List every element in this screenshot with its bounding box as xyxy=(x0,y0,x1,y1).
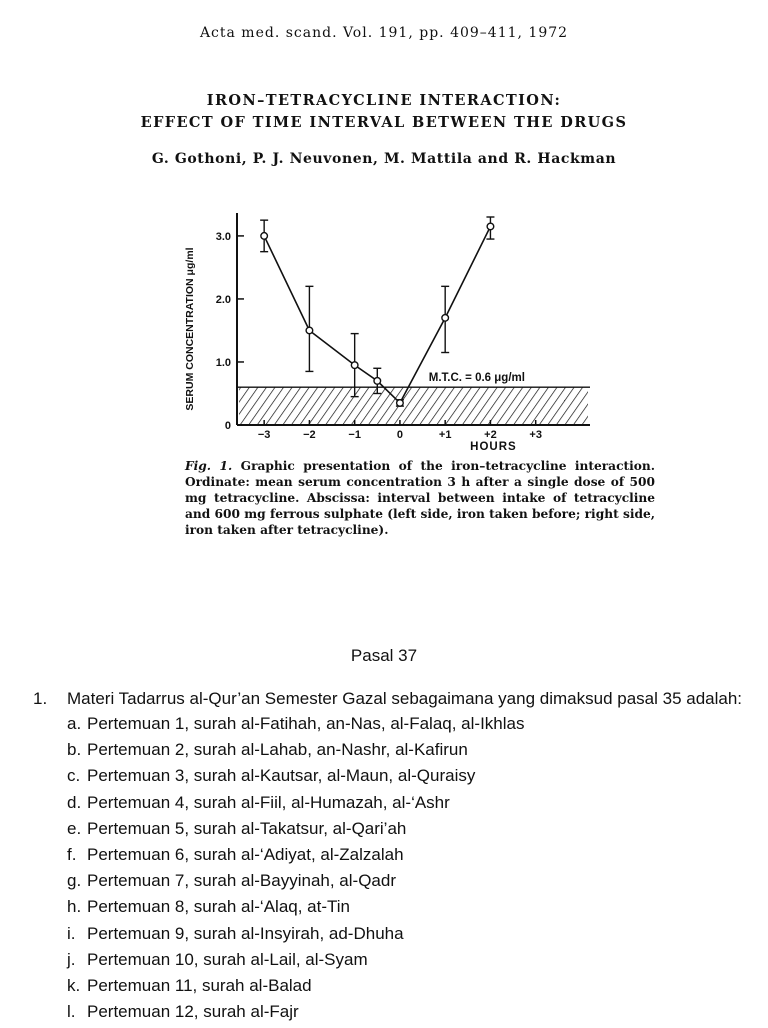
section-heading: Pasal 37 xyxy=(350,646,418,665)
concentration-chart xyxy=(180,205,600,455)
y-tick-label: 2.0 xyxy=(215,293,231,306)
list-item-text: Pertemuan 2, surah al-Lahab, an-Nashr, al-Kafirun xyxy=(87,740,468,760)
list-item xyxy=(67,976,524,1002)
list-intro xyxy=(33,689,742,709)
list-item-text: Pertemuan 10, surah al-Lail, al-Syam xyxy=(87,949,368,969)
list-item-text: Pertemuan 6, surah al-‘Adiyat, al-Zalzalah xyxy=(87,844,404,864)
figure-label: Fig. 1. xyxy=(185,459,233,473)
y-tick-label: 3.0 xyxy=(215,230,231,243)
data-point xyxy=(374,378,381,385)
list-item-letter: k. xyxy=(67,975,81,995)
list-item xyxy=(67,1002,524,1028)
y-axis-label: SERUM CONCENTRATION μg/ml xyxy=(184,247,196,411)
x-tick-label: +2 xyxy=(484,429,497,441)
article-title-line-1: IRON–TETRACYCLINE INTERACTION: xyxy=(206,92,562,109)
list-item xyxy=(67,740,524,766)
y-tick-label: 1.0 xyxy=(215,356,231,369)
data-point xyxy=(487,223,494,230)
list-item-letter: b. xyxy=(67,740,82,760)
list-item xyxy=(67,845,524,871)
x-tick-label: +1 xyxy=(438,429,452,441)
list-intro-number: 1. xyxy=(33,689,48,708)
data-point xyxy=(397,400,404,407)
list-item xyxy=(67,897,524,923)
list-item-letter: e. xyxy=(67,818,82,838)
list-item-letter: i. xyxy=(67,923,76,943)
list-item-text: Pertemuan 1, surah al-Fatihah, an-Nas, al-Falaq, al-Ikhlas xyxy=(87,714,525,733)
figure-caption-text: Graphic presentation of the iron–tetracycline interaction. Ordinate: mean serum concentration 3 h after a single dose of 500 mg tetracycline. Abscissa: interval between intake of tetracycline and 600 mg ferrous sulphate (left side, iron taken before; right side, iron taken after tetracycline). xyxy=(185,459,655,537)
y-tick-label: 0 xyxy=(224,420,231,432)
journal-citation: Acta med. scand. Vol. 191, pp. 409–411, 1972 xyxy=(199,25,569,41)
list-item-letter: a. xyxy=(67,714,82,733)
figure-caption xyxy=(185,458,655,538)
list-item-letter: l. xyxy=(67,1002,76,1022)
list-item-text: Pertemuan 9, surah al-Insyirah, ad-Dhuha xyxy=(87,923,404,943)
list-item-text: Pertemuan 7, surah al-Bayyinah, al-Qadr xyxy=(87,871,396,891)
list-item-text: Pertemuan 8, surah al-‘Alaq, at-Tin xyxy=(87,897,350,917)
list-item xyxy=(67,819,524,845)
list-intro-text: Materi Tadarrus al-Qur’an Semester Gazal sebagaimana yang dimaksud pasal 35 adalah: xyxy=(67,689,743,708)
list-item-text: Pertemuan 4, surah al-Fiil, al-Humazah, al-‘Ashr xyxy=(87,792,450,812)
x-axis-label: HOURS xyxy=(470,441,517,453)
list-item-letter: j. xyxy=(67,949,76,969)
meeting-list xyxy=(67,714,524,1028)
data-point xyxy=(261,233,268,240)
list-item xyxy=(67,714,524,740)
list-item-text: Pertemuan 12, surah al-Fajr xyxy=(87,1002,299,1022)
article-authors: G. Gothoni, P. J. Neuvonen, M. Mattila and R. Hackman xyxy=(151,151,617,167)
list-item xyxy=(67,793,524,819)
list-item-text: Pertemuan 11, surah al-Balad xyxy=(87,975,312,995)
list-item xyxy=(67,950,524,976)
list-item xyxy=(67,871,524,897)
list-item-letter: f. xyxy=(67,844,77,864)
x-tick-label: 0 xyxy=(396,429,403,441)
list-item-letter: h. xyxy=(67,897,82,917)
data-point xyxy=(306,327,313,334)
list-item-text: Pertemuan 3, surah al-Kautsar, al-Maun, al-Quraisy xyxy=(87,766,476,786)
x-tick-label: −2 xyxy=(303,429,316,441)
list-item-text: Pertemuan 5, surah al-Takatsur, al-Qari’ah xyxy=(87,818,407,838)
list-item-letter: c. xyxy=(67,766,81,786)
mtc-threshold-label: M.T.C. = 0.6 μg/ml xyxy=(428,372,525,385)
data-point xyxy=(442,315,449,322)
list-item xyxy=(67,924,524,950)
x-tick-label: −1 xyxy=(348,429,361,441)
list-item xyxy=(67,766,524,792)
x-tick-label: +3 xyxy=(529,429,542,441)
mtc-hatch-band xyxy=(239,387,588,425)
list-item-letter: g. xyxy=(67,871,82,891)
x-tick-label: −3 xyxy=(257,429,271,441)
article-title-line-2: EFFECT OF TIME INTERVAL BETWEEN THE DRUGS xyxy=(140,114,628,131)
list-item-letter: d. xyxy=(67,792,82,812)
data-point xyxy=(351,362,358,369)
